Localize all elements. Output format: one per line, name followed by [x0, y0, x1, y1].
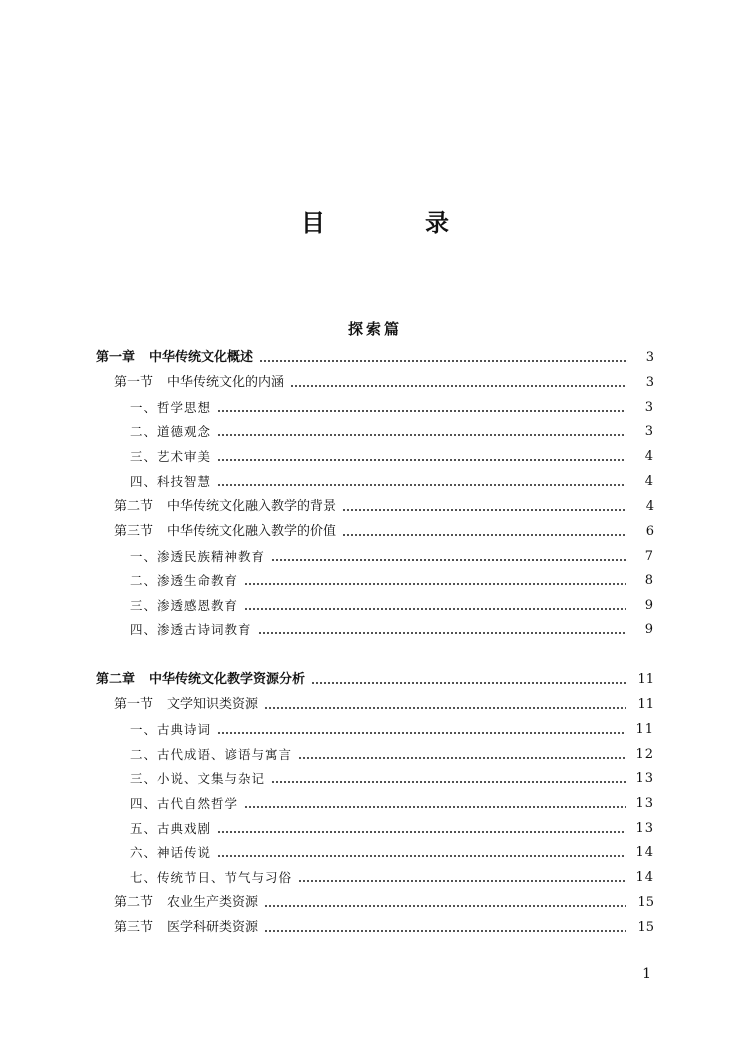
dot-leader: [244, 608, 626, 610]
toc-entry[interactable]: [130, 769, 654, 789]
toc-entry-label: [130, 620, 252, 640]
toc-entry-page: 15: [637, 920, 654, 935]
toc-entry-page: 3: [645, 350, 654, 365]
toc-entry-title: 中华传统文化教学资源分析: [149, 672, 306, 687]
toc-entry-title: 五、古典戏剧: [130, 821, 212, 836]
dot-leader: [298, 880, 626, 882]
dot-leader: [271, 559, 626, 561]
toc-entry-label: [130, 547, 265, 567]
toc-entry-title: 二、渗透生命教育: [130, 573, 239, 588]
dot-leader: [342, 534, 626, 536]
toc-entry-number: 第三节: [114, 920, 154, 935]
dot-leader: [217, 855, 626, 857]
toc-entry-title: 二、道德观念: [130, 424, 212, 439]
toc-entry-page: 4: [644, 474, 654, 489]
toc-entry-label: [96, 670, 305, 690]
toc-entry-title: 三、小说、文集与杂记: [130, 771, 266, 786]
toc-entry[interactable]: [130, 472, 654, 492]
toc-entry[interactable]: [130, 422, 654, 442]
toc-entry-label: [96, 348, 253, 368]
toc-entry[interactable]: [96, 670, 654, 690]
toc-entry-page: 9: [644, 598, 654, 613]
toc-entry[interactable]: [130, 620, 654, 640]
page-number: 1: [642, 966, 651, 982]
toc-entry-label: [114, 373, 284, 393]
toc-entry-page: 13: [635, 796, 654, 811]
dot-leader: [342, 509, 626, 511]
toc-entry-page: 3: [645, 375, 654, 390]
toc-entry-page: 4: [644, 449, 654, 464]
dot-leader: [290, 385, 626, 387]
toc-entry-label: [130, 422, 211, 442]
toc-entry-title: 中华传统文化融入教学的价值: [167, 524, 337, 539]
toc-entry-title: 七、传统节日、节气与习俗: [130, 870, 293, 885]
toc-entry-number: 第三节: [114, 524, 154, 539]
toc-entry-title: 文学知识类资源: [167, 697, 259, 712]
toc-entry-title: 中华传统文化概述: [149, 350, 254, 365]
toc-entry-title: 四、科技智慧: [130, 474, 212, 489]
toc-entry-label: [130, 472, 211, 492]
toc-entry-page: 9: [644, 622, 654, 637]
toc-entry[interactable]: [114, 522, 654, 542]
toc-entry-page: 13: [635, 821, 654, 836]
toc-entry-title: 六、神话传说: [130, 845, 212, 860]
toc-entry-title: 一、古典诗词: [130, 722, 212, 737]
toc-entry-number: 第一章: [96, 350, 136, 365]
toc-entry-page: 12: [635, 747, 654, 762]
toc-entry-label: [130, 868, 292, 888]
toc-entry-title: 一、渗透民族精神教育: [130, 549, 266, 564]
toc-entry-label: [130, 398, 211, 418]
toc-entry[interactable]: [130, 745, 654, 765]
toc-entry-title: 三、渗透感恩教育: [130, 598, 239, 613]
dot-leader: [259, 360, 626, 362]
toc-entry-page: 11: [637, 697, 654, 712]
toc-entry-page: 14: [635, 845, 654, 860]
toc-entry[interactable]: [130, 794, 654, 814]
toc-entry[interactable]: [130, 720, 654, 740]
dot-leader: [217, 434, 626, 436]
dot-leader: [244, 583, 626, 585]
dot-leader: [271, 781, 626, 783]
toc-entry[interactable]: [114, 373, 654, 393]
toc-entry-title: 中华传统文化融入教学的背景: [167, 499, 337, 514]
toc-entry-title: 农业生产类资源: [167, 895, 259, 910]
toc-entry-page: 11: [635, 722, 654, 737]
toc-entry-number: 第二节: [114, 895, 154, 910]
part-title: 探索篇: [347, 320, 402, 338]
toc-entry-title: 四、渗透古诗词教育: [130, 622, 252, 637]
toc-entry-title: 中华传统文化的内涵: [167, 375, 285, 390]
toc-entry-label: [130, 819, 211, 839]
toc-entry-page: 15: [637, 895, 654, 910]
toc-entry-label: [130, 447, 211, 467]
dot-leader: [298, 757, 626, 759]
toc-entry[interactable]: [114, 695, 654, 715]
toc-entry-label: [130, 843, 211, 863]
toc-entry-label: [130, 794, 238, 814]
toc-entry-label: [114, 497, 336, 517]
dot-leader: [311, 682, 626, 684]
dot-leader: [244, 806, 626, 808]
toc-entry[interactable]: [130, 447, 654, 467]
dot-leader: [217, 732, 626, 734]
toc-entry-page: 3: [644, 424, 654, 439]
toc-entry-label: [114, 918, 258, 938]
toc-entry-label: [130, 720, 211, 740]
toc-entry-page: 11: [637, 672, 654, 687]
toc-entry-number: 第一节: [114, 375, 154, 390]
toc-entry[interactable]: [96, 348, 654, 368]
toc-entry-label: [114, 893, 258, 913]
toc-entry-title: 二、古代成语、谚语与寓言: [130, 747, 293, 762]
dot-leader: [264, 930, 626, 932]
toc-entry[interactable]: [114, 918, 654, 938]
toc-entry-number: 第二章: [96, 672, 136, 687]
dot-leader: [217, 831, 626, 833]
toc-entry-title: 医学科研类资源: [167, 920, 259, 935]
toc-entry-page: 13: [635, 771, 654, 786]
toc-entry-label: [114, 522, 336, 542]
toc-entry-label: [114, 695, 258, 715]
dot-leader: [217, 459, 626, 461]
page-title: 目 录: [301, 208, 487, 237]
dot-leader: [217, 410, 626, 412]
toc-entry-title: 一、哲学思想: [130, 400, 212, 415]
toc-entry-number: 第二节: [114, 499, 154, 514]
dot-leader: [217, 484, 626, 486]
toc-entry-label: [130, 745, 292, 765]
toc-entry-number: 第一节: [114, 697, 154, 712]
toc-entry[interactable]: [114, 497, 654, 517]
dot-leader: [264, 707, 626, 709]
toc-entry-page: 3: [644, 400, 654, 415]
toc-entry[interactable]: [130, 596, 654, 616]
toc-entry-title: 三、艺术审美: [130, 449, 212, 464]
toc-entry[interactable]: [130, 868, 654, 888]
toc-entry-page: 14: [635, 870, 654, 885]
dot-leader: [264, 905, 626, 907]
toc-entry-page: 6: [645, 524, 654, 539]
toc-entry[interactable]: [114, 893, 654, 913]
toc-entry-label: [130, 596, 238, 616]
toc-entry-page: 8: [644, 573, 654, 588]
toc-entry[interactable]: [130, 398, 654, 418]
toc-entry[interactable]: [130, 547, 654, 567]
dot-leader: [258, 632, 626, 634]
toc-entry[interactable]: [130, 819, 654, 839]
toc-entry-page: 4: [645, 499, 654, 514]
toc-entry-label: [130, 769, 265, 789]
toc-entry-title: 四、古代自然哲学: [130, 796, 239, 811]
toc-entry-page: 7: [644, 549, 654, 564]
toc-entry[interactable]: [130, 843, 654, 863]
toc-entry[interactable]: [130, 571, 654, 591]
toc-entry-label: [130, 571, 238, 591]
